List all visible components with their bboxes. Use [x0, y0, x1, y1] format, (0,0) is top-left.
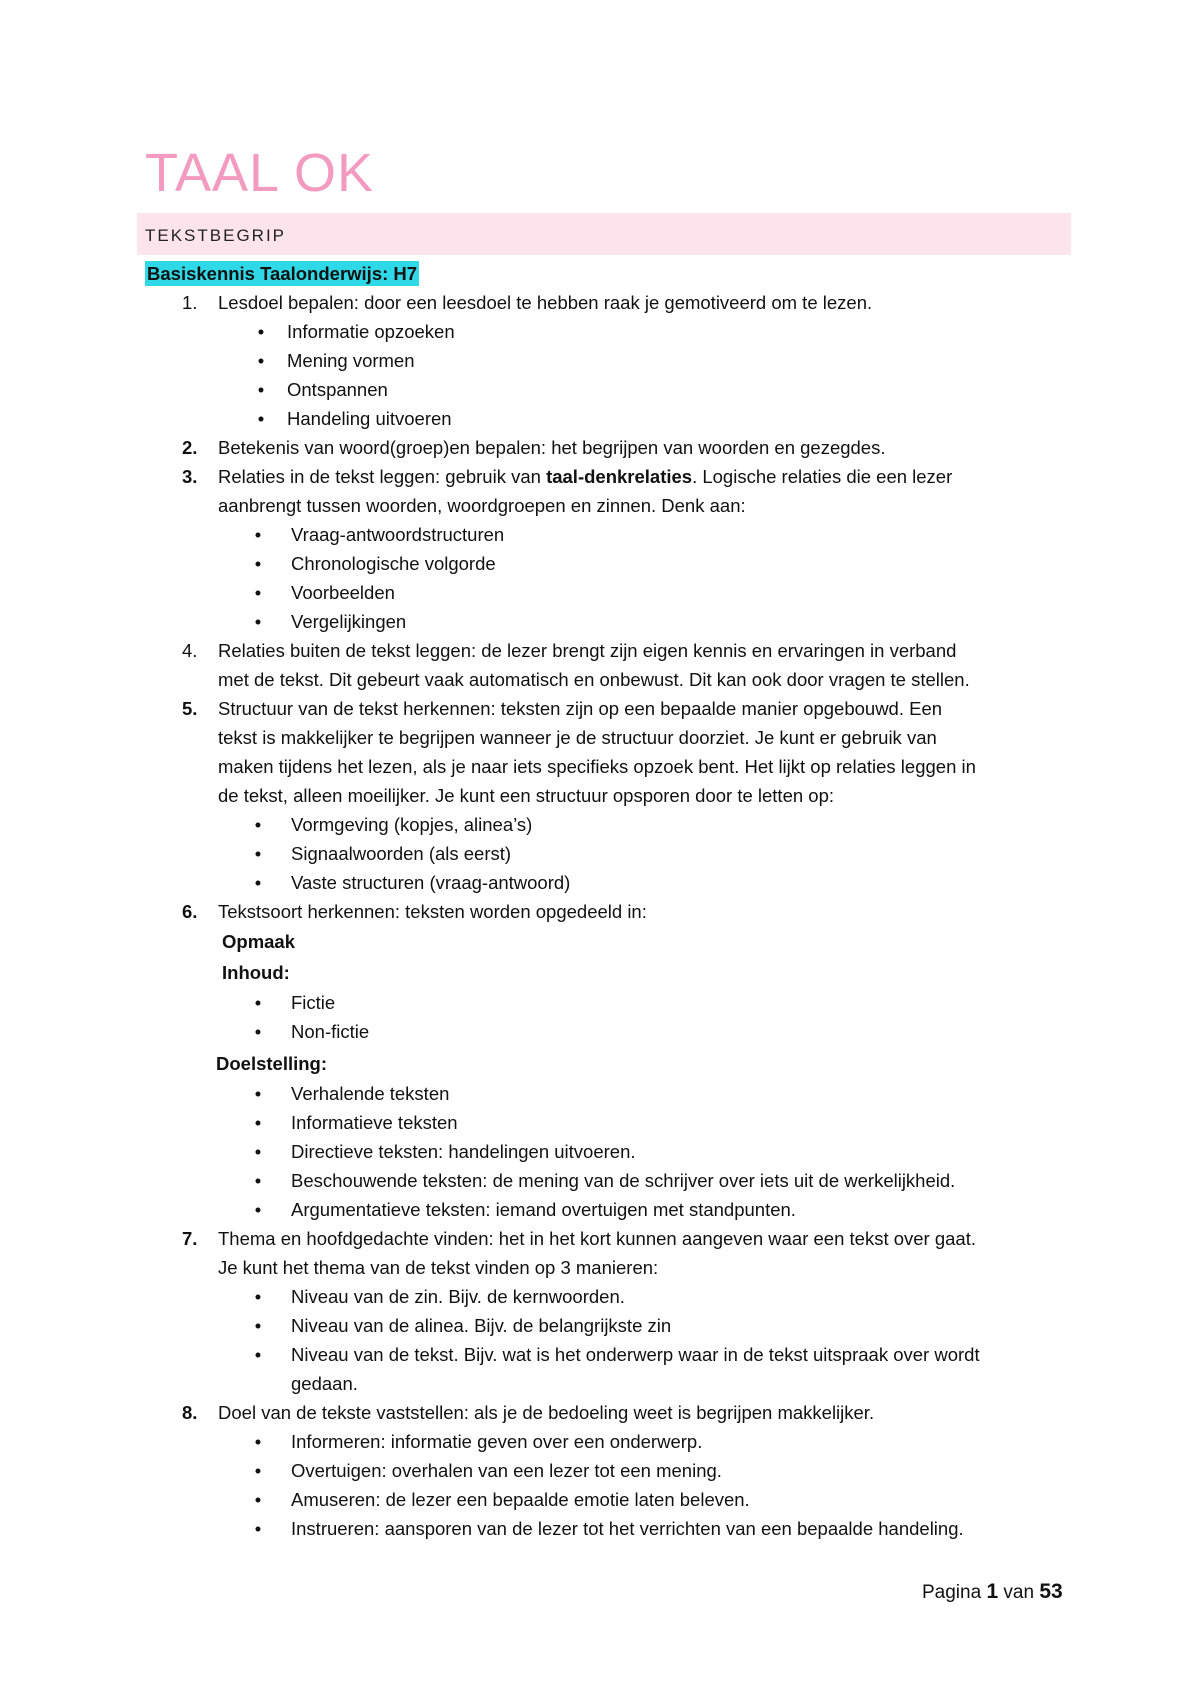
bullet-icon: • [257, 408, 265, 429]
bullet-icon: • [254, 553, 262, 574]
list-number: 1. [182, 292, 198, 313]
list-item-continuation: de tekst, alleen moeilijker. Je kunt een structuur opsporen door te letten op: [218, 785, 835, 806]
text-run: Relaties in de tekst leggen: gebruik van [218, 466, 547, 487]
section-heading-bar [137, 213, 1071, 255]
text-run: . Logische relaties die een lezer [692, 466, 953, 487]
bullet-item: Informatieve teksten [291, 1112, 458, 1133]
list-item-6: Tekstsoort herkennen: teksten worden opgedeeld in: [218, 901, 647, 922]
bullet-item: Niveau van de tekst. Bijv. wat is het onderwerp waar in de tekst uitspraak over wordt [291, 1344, 980, 1365]
list-item-7: Thema en hoofdgedachte vinden: het in het kort kunnen aangeven waar een tekst over gaat. [218, 1228, 976, 1249]
bullet-item: Vraag-antwoordstructuren [291, 524, 505, 545]
section-heading: TEKSTBEGRIP [145, 226, 287, 245]
bullet-item: Informatie opzoeken [287, 321, 455, 342]
bullet-icon: • [254, 1431, 262, 1452]
bullet-icon: • [257, 379, 265, 400]
bullet-icon: • [254, 582, 262, 603]
list-item-2: Betekenis van woord(groep)en bepalen: het begrijpen van woorden en gezegdes. [218, 437, 886, 458]
category-label: Doelstelling: [216, 1053, 328, 1074]
bullet-item: Mening vormen [287, 350, 415, 371]
bullet-icon: • [254, 1518, 262, 1539]
bullet-item: Argumentatieve teksten: iemand overtuigen met standpunten. [291, 1199, 796, 1220]
list-item-1: Lesdoel bepalen: door een leesdoel te hebben raak je gemotiveerd om te lezen. [218, 292, 873, 313]
bullet-item: Handeling uitvoeren [287, 408, 452, 429]
bullet-item: Non-fictie [291, 1021, 370, 1042]
bullet-item: Directieve teksten: handelingen uitvoeren. [291, 1141, 636, 1162]
current-page-number: 1 [986, 1580, 999, 1603]
bullet-item: Verhalende teksten [291, 1083, 450, 1104]
bullet-icon: • [254, 1199, 262, 1220]
bullet-icon: • [254, 1170, 262, 1191]
list-item-4: Relaties buiten de tekst leggen: de lezer brengt zijn eigen kennis en ervaringen in verband [218, 640, 957, 661]
bullet-icon: • [254, 992, 262, 1013]
bullet-item-continuation: gedaan. [291, 1373, 358, 1394]
list-item-continuation: aanbrengt tussen woorden, woordgroepen en zinnen. Denk aan: [218, 495, 746, 516]
bullet-item: Vaste structuren (vraag-antwoord) [291, 872, 571, 893]
category-label: Opmaak [222, 931, 296, 952]
bullet-icon: • [254, 1021, 262, 1042]
bullet-icon: • [254, 1112, 262, 1133]
bullet-icon: • [254, 1141, 262, 1162]
bullet-icon: • [254, 611, 262, 632]
footer-of: van [1003, 1582, 1035, 1603]
list-number: 2. [182, 437, 198, 458]
bullet-icon: • [257, 350, 265, 371]
bullet-icon: • [254, 1344, 262, 1365]
list-item-continuation: maken tijdens het lezen, als je naar iets specifieks opzoek bent. Het lijkt op relaties leggen in [218, 756, 976, 777]
bullet-item: Signaalwoorden (als eerst) [291, 843, 512, 864]
list-item-5: Structuur van de tekst herkennen: teksten zijn op een bepaalde manier opgebouwd. Een [218, 698, 943, 719]
bullet-item: Niveau van de alinea. Bijv. de belangrijkste zin [291, 1315, 672, 1336]
bullet-icon: • [254, 1315, 262, 1336]
bullet-item: Beschouwende teksten: de mening van de schrijver over iets uit de werkelijkheid. [291, 1170, 956, 1191]
subheading-highlight: Basiskennis Taalonderwijs: H7 [147, 263, 418, 284]
bullet-item: Voorbeelden [291, 582, 395, 603]
footer-label: Pagina [922, 1582, 982, 1603]
list-item-3 [218, 462, 952, 491]
list-number: 3. [182, 466, 198, 487]
bullet-icon: • [254, 814, 262, 835]
subheading [145, 259, 419, 288]
bullet-icon: • [254, 843, 262, 864]
document-title: TAAL OK [145, 143, 375, 203]
bullet-item: Vormgeving (kopjes, alinea’s) [291, 814, 533, 835]
bullet-item: Vergelijkingen [291, 611, 407, 632]
bullet-item: Fictie [291, 992, 336, 1013]
bold-term: taal-denkrelaties [546, 466, 693, 487]
bullet-item: Instrueren: aansporen van de lezer tot het verrichten van een bepaalde handeling. [291, 1518, 964, 1539]
list-number: 5. [182, 698, 198, 719]
total-page-count: 53 [1039, 1580, 1063, 1603]
bullet-item: Niveau van de zin. Bijv. de kernwoorden. [291, 1286, 625, 1307]
bullet-item: Overtuigen: overhalen van een lezer tot een mening. [291, 1460, 722, 1481]
page-footer [922, 1580, 1063, 1604]
bullet-icon: • [254, 524, 262, 545]
category-label: Inhoud: [222, 962, 290, 983]
bullet-icon: • [257, 321, 265, 342]
list-item-8: Doel van de tekste vaststellen: als je de bedoeling weet is begrijpen makkelijker. [218, 1402, 875, 1423]
bullet-icon: • [254, 872, 262, 893]
bullet-icon: • [254, 1083, 262, 1104]
list-number: 7. [182, 1228, 198, 1249]
list-item-continuation: Je kunt het thema van de tekst vinden op 3 manieren: [218, 1257, 659, 1278]
list-item-continuation: tekst is makkelijker te begrijpen wanneer je de structuur doorziet. Je kunt er gebruik van [218, 727, 937, 748]
bullet-icon: • [254, 1286, 262, 1307]
bullet-icon: • [254, 1460, 262, 1481]
list-item-continuation: met de tekst. Dit gebeurt vaak automatisch en onbewust. Dit kan ook door vragen te stellen. [218, 669, 970, 690]
bullet-item: Amuseren: de lezer een bepaalde emotie laten beleven. [291, 1489, 750, 1510]
bullet-item: Chronologische volgorde [291, 553, 496, 574]
bullet-icon: • [254, 1489, 262, 1510]
bullet-item: Ontspannen [287, 379, 388, 400]
list-number: 6. [182, 901, 198, 922]
list-number: 8. [182, 1402, 198, 1423]
list-number: 4. [182, 640, 198, 661]
bullet-item: Informeren: informatie geven over een onderwerp. [291, 1431, 703, 1452]
